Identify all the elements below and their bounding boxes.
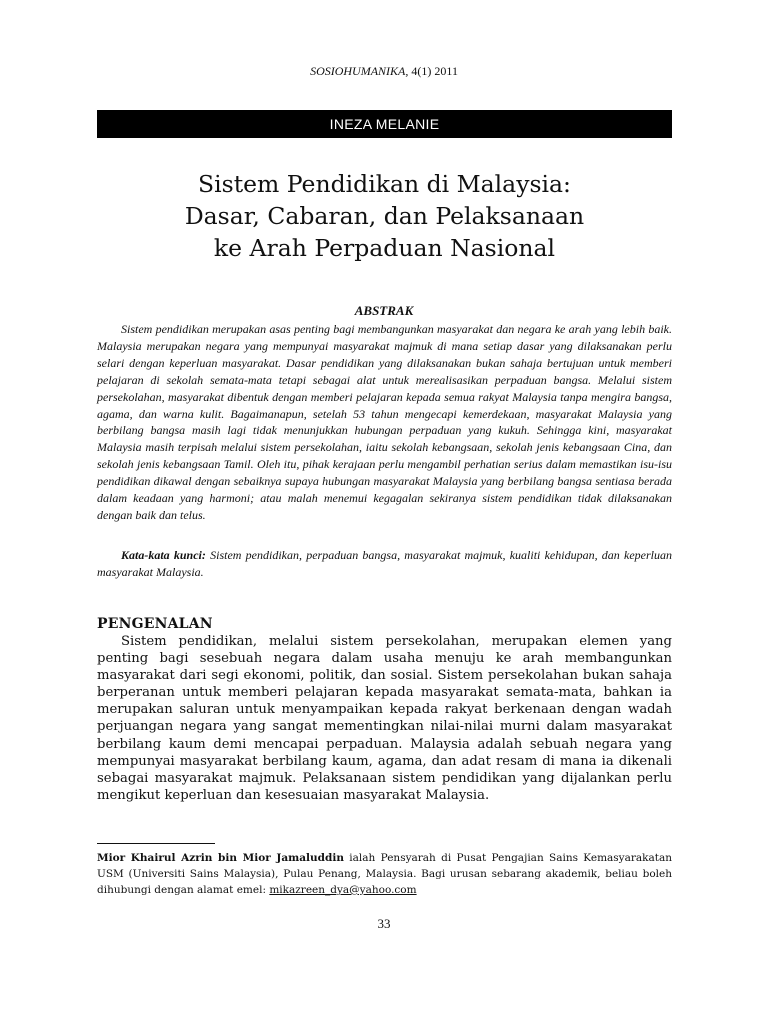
author-banner: INEZA MELANIE <box>97 110 672 138</box>
footnote-divider <box>97 843 215 844</box>
page-number: 33 <box>377 916 391 931</box>
running-header <box>0 64 768 79</box>
author-footnote <box>97 850 672 898</box>
article-title <box>97 168 672 264</box>
footnote-email-link[interactable]: mikazreen_dya@yahoo.com <box>269 884 417 896</box>
section-heading: PENGENALAN <box>97 616 213 632</box>
section-paragraph: Sistem pendidikan, melalui sistem persekolahan, merupakan elemen yang penting bagi sesebuah negara dalam usaha menuju ke arah membangunkan masyarakat dari segi ekonomi, politik, dan sosial. Sistem persekolahan bukan sahaja berperanan untuk memberi pelajaran kepada masyarakat semata-mata, bahkan ia merupakan saluran untuk menyampaikan kepada rakyat berkenaan dengan wadah perjuangan negara yang sangat mementingkan nilai-nilai murni dalam masyarakat berbilang kaum demi mencapai perpaduan. Malaysia adalah sebuah negara yang mempunyai masyarakat berbilang kaum, agama, dan adat resam di mana ia dikenali sebagai masyarakat majmuk. Pelaksanaan sistem pendidikan yang dijalankan perlu mengikut keperluan dan kesesuaian masyarakat Malaysia. <box>97 634 672 803</box>
journal-issue: 4(1) 2011 <box>408 64 458 78</box>
title-line-1: Sistem Pendidikan di Malaysia: <box>198 170 571 198</box>
abstract-text: Sistem pendidikan merupakan asas penting bagi membangunkan masyarakat dan negara ke arah yang lebih baik. Malaysia merupakan negara yang mempunyai masyarakat majmuk di mana setiap dasar yang dilaksanakan perlu selari dengan keperluan masyarakat. Dasar pendidikan yang dilaksanakan bukan sahaja bertujuan untuk memberi pelajaran di sekolah semata-mata tetapi sebagai alat untuk merealisasikan perpaduan bangsa. Melalui sistem persekolahan, masyarakat dibentuk dengan memberi pelajaran kepada semua rakyat Malaysia tanpa mengira bangsa, agama, dan warna kulit. Bagaimanapun, setelah 53 tahun mengecapi kemerdekaan, masyarakat Malaysia yang berbilang bangsa masih lagi tidak menunjukkan hubungan perpaduan yang kukuh. Sehingga kini, masyarakat Malaysia masih terpisah melalui sistem persekolahan, iaitu sekolah kebangsaan, sekolah jenis kebangsaan Cina, dan sekolah jenis kebangsaan Tamil. Oleh itu, pihak kerajaan perlu mengambil perhatian serius dalam memastikan isu-isu pendidikan dikawal dengan sebaiknya supaya hubungan masyarakat Malaysia yang berbilang bangsa sentiasa berada dalam keadaan yang harmoni; atau malah menemui kegagalan sekiranya sistem pendidikan tidak dilaksanakan dengan baik dan telus. <box>97 322 672 522</box>
keywords-label: Kata-kata kunci: <box>121 548 206 562</box>
title-line-2: Dasar, Cabaran, dan Pelaksanaan <box>184 202 585 230</box>
abstract-heading: ABSTRAK <box>354 303 414 318</box>
footnote-author-name: Mior Khairul Azrin bin Mior Jamaluddin <box>97 852 344 864</box>
title-line-3: ke Arah Perpaduan Nasional <box>213 234 556 262</box>
keywords-text: Sistem pendidikan, perpaduan bangsa, masyarakat majmuk, kualiti kehidupan, dan keperluan masyarakat Malaysia. <box>97 548 672 579</box>
journal-name: SOSIOHUMANIKA, <box>310 64 409 78</box>
footnote-text: ialah Pensyarah di Pusat Pengajian Sains Kemasyarakatan USM (Universiti Sains Malaysia), Pulau Penang, Malaysia. Bagi urusan sebarang akademik, beliau boleh dihubungi dengan alamat emel: <box>97 852 673 896</box>
keywords <box>97 547 672 581</box>
